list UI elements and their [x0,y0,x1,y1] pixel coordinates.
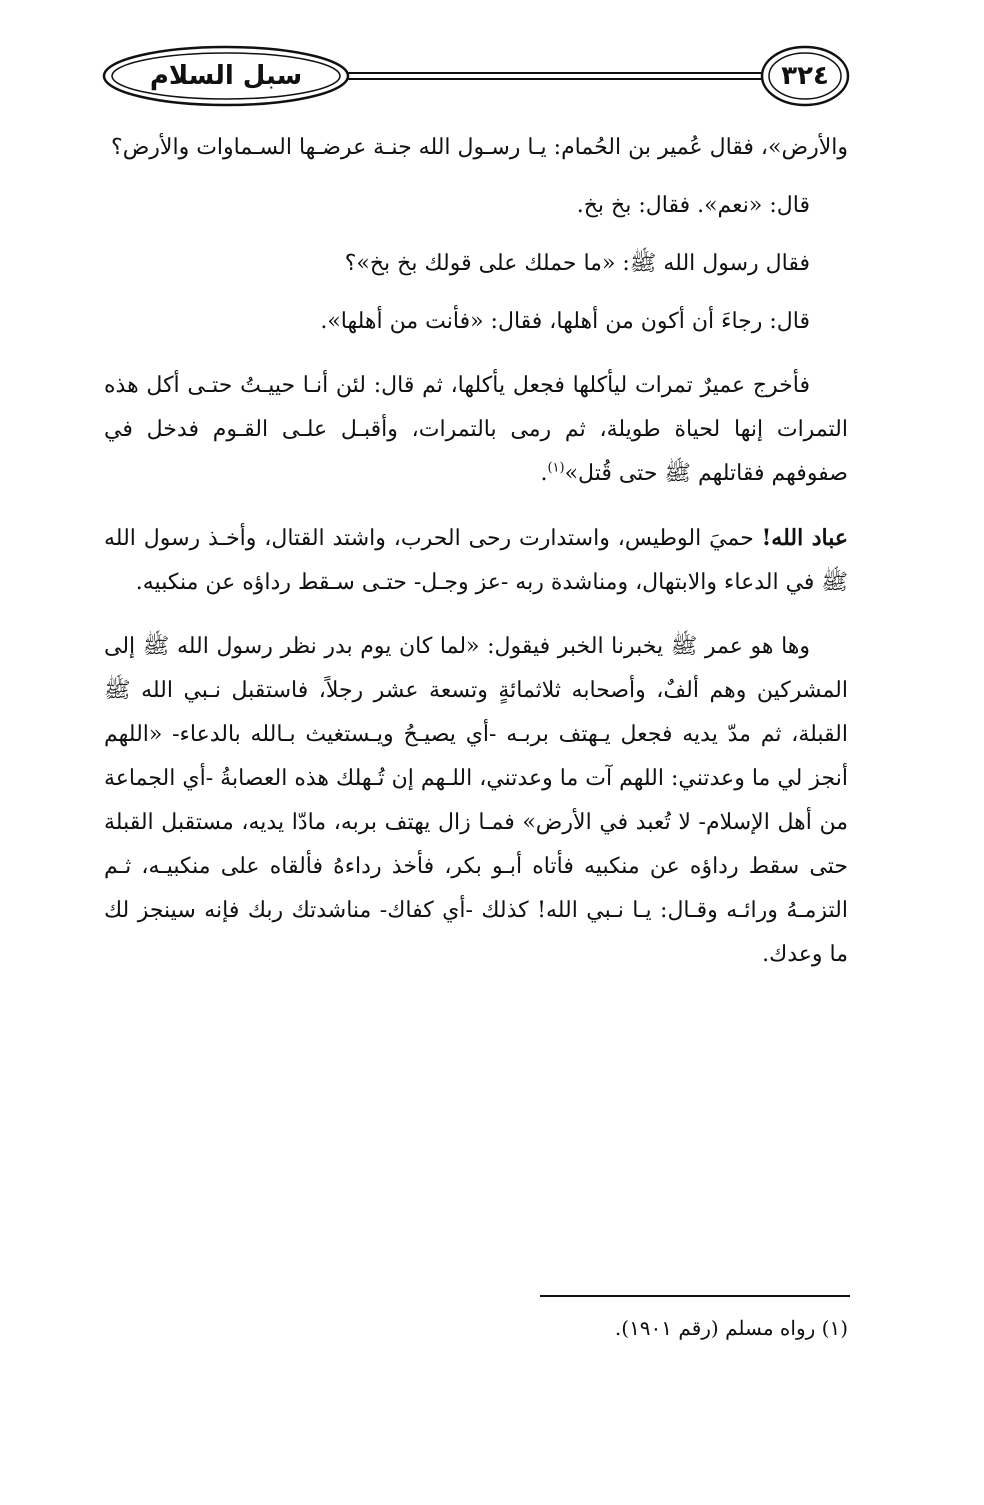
footnote-reference[interactable]: (١) [547,460,565,476]
running-title: سبل السلام [149,61,303,91]
paragraph-5-end: . [540,461,548,486]
paragraph-5-text: فأخرج عميرٌ تمرات ليأكلها فجعل يأكلها، ثم قال: لئن أنـا حييـتُ حتـى أكل هذه التمرات إنها لحياة طويلة، ثم رمى بالتمرات، وأقبـل علـى القـوم فدخل في صفوفهم فقاتلهم ﷺ حتى قُتل» [104,373,848,486]
footnote-separator [540,1295,850,1297]
page-header [100,44,850,108]
paragraph-3: فقال رسول الله ﷺ: «ما حملك على قولك بخ بخ»؟ [344,251,810,276]
footnote: (١) رواه مسلم (رقم ١٩٠١). [614,1316,848,1340]
paragraph-5 [104,364,848,496]
paragraph-6-lead: عباد الله! [761,525,848,551]
paragraph-6-text: حميَ الوطيس، واستدارت رحى الحرب، واشتد القتال، وأخـذ رسول الله ﷺ في الدعاء والابتهال، ومناشدة ربه -عز وجـل- حتـى سـقط رداؤه عن منكبيه. [104,526,848,595]
paragraph-7: وها هو عمر ﷺ يخبرنا الخبر فيقول: «لما كان يوم بدر نظر رسول الله ﷺ إلى المشركين وهم ألفٌ، وأصحابه ثلاثمائةٍ وتسعة عشر رجلاً، فاستقبل نـبي الله ﷺ القبلة، ثم مدّ يديه فجعل يـهتف بربـه -أي يصيـحُ ويـستغيث بـالله بالدعاء- «اللهم أنجز لي ما وعدتني: اللهم آت ما وعدتني، اللـهم إن تُـهلك هذه العصابةُ -أي الجماعة من أهل الإسلام- لا تُعبد في الأرض» فمـا زال يهتف بربه، مادّا يديه، مستقبل القبلة حتى سقط رداؤه عن منكبيه فأتاه أبـو بكر، فأخذ رداءهُ فألقاه على منكبيـه، ثـم التزمـهُ ورائـه وقـال: يـا نـبي الله! كذلك -أي كفاك- مناشدتك ربك فإنه سينجز لك ما وعدك. [104,634,848,967]
paragraph-2: قال: «نعم». فقال: بخ بخ. [576,193,810,218]
paragraph-6 [104,516,848,605]
paragraph-1: والأرض»، فقال عُمير بن الحُمام: يـا رسـول الله جنـة عرضـها السـماوات والأرض؟ [111,135,848,160]
main-text [104,126,848,997]
page-number: ٣٢٤ [781,61,829,91]
paragraph-4: قال: رجاءَ أن أكون من أهلها، فقال: «فأنت من أهلها». [320,309,810,334]
